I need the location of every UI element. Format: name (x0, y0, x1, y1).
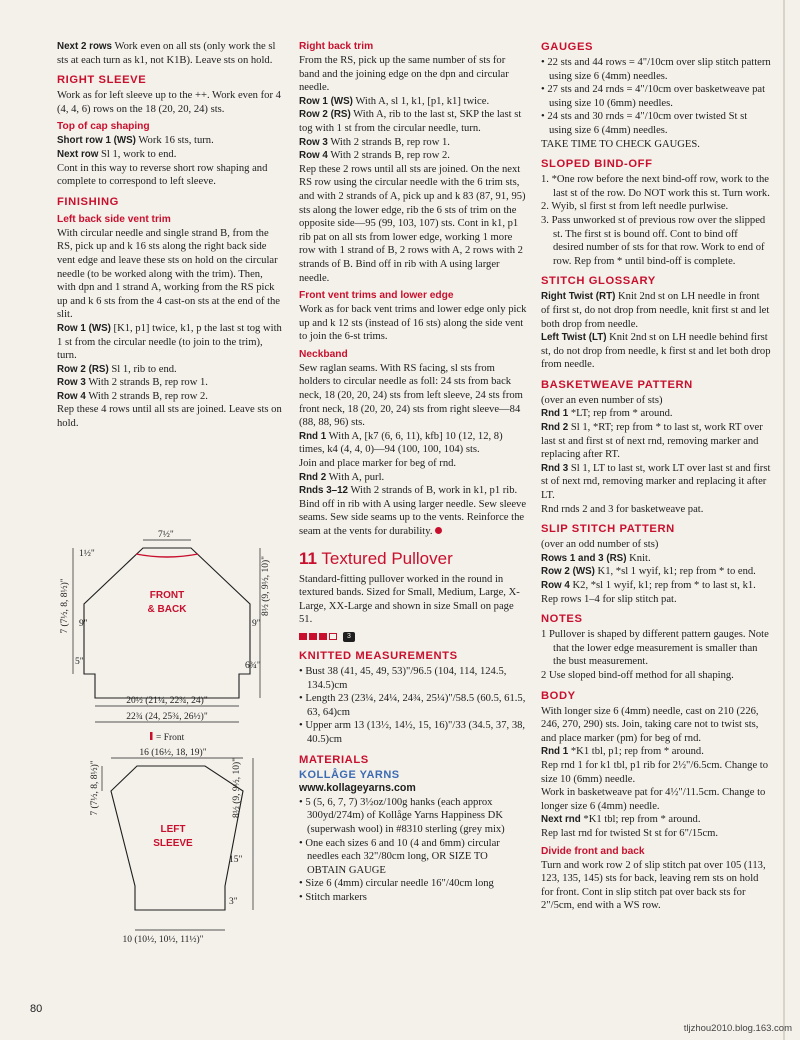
paragraph: Next row Sl 1, work to end. (57, 148, 177, 160)
skill-bar-icon (299, 633, 307, 640)
paragraph: With circular needle and single strand B, from the RS, pick up and k 16 sts along the right back side vent edge and leave these sts on hold on the circular needle (to be worked along with the trim). Then, with dpn and 1 strand A, working from the RS pick up and k 6 sts from the 4 cast-on sts at the end of the slit. (57, 227, 281, 321)
fb-left-vent-measure: 5" (75, 657, 84, 667)
paragraph: Row 4 With 2 strands B, rep row 2. (57, 390, 208, 402)
fb-left-arm-measure: 7 (7½, 8, 8½)" (60, 578, 70, 634)
paragraph: Right Twist (RT) Knit 2nd st on LH needle in front of first st, do not drop from needle, knit first st and let both drop from needle. (541, 291, 770, 330)
watermark: tljzhou2010.blog.163.com (683, 1023, 792, 1034)
column-right (541, 40, 771, 913)
paragraph: Work as for back vent trims and lower edge only pick up and k 12 sts (instead of 16 sts) along the side vent to join the 6-st trims. (299, 304, 527, 343)
paragraph: Sew raglan seams. With RS facing, sl sts from holders to circular needle as foll: 24 sts from back neck, 18 (20, 20, 24) sts from left sleeve, 24 sts from front neck, 18 (20, 20, 24) sts from right sleeve—84 (88, 88, 96) sts. (299, 362, 523, 429)
list-item: • Size 6 (4mm) circular needle 16"/40cm long (299, 878, 494, 890)
list-item: 1. *One row before the next bind-off row, work to the last st of the row. Do NOT work this st. Turn work. (541, 174, 770, 199)
front-back-outline (84, 548, 250, 698)
list-item: 2. Wyib, sl first st from left needle purlwise. (541, 201, 729, 213)
list-item: 1 Pullover is shaped by different pattern gauges. Note that the lower edge measurement is smaller than the bust measurement. (541, 629, 769, 668)
paragraph: Left Twist (LT) Knit 2nd st on LH needle behind first st, do not drop from needle, k first st and let both drop from needle. (541, 332, 771, 371)
skill-level-badge: 3 (343, 632, 355, 642)
yarn-brand: KOLLÅGE YARNS (299, 768, 400, 781)
subsection-heading: Top of cap shaping (57, 121, 150, 133)
subsection-heading: Neckband (299, 348, 348, 360)
paragraph: Rows 1 and 3 (RS) Knit. (541, 552, 651, 564)
skill-bar-empty-icon (329, 633, 337, 640)
section-heading: NOTES (541, 613, 583, 626)
paragraph: Rnd 1 With A, [k7 (6, 6, 11), kfb] 10 (12, 12, 8) times, k4 (4, 4, 0)—94 (100, 100, 104) sts. (299, 430, 503, 456)
section-heading: BASKETWEAVE PATTERN (541, 378, 693, 391)
paragraph: From the RS, pick up the same number of sts for band and the joining edge on the dpn and circular needle. (299, 55, 509, 94)
paragraph: Rep last rnd for twisted St st for 6"/15cm. (541, 827, 719, 839)
subsection-heading: Front vent trims and lower edge (299, 290, 454, 302)
paragraph: Work in basketweave pat for 4½"/11.5cm. Change to longer size 6 (4mm) needle. (541, 787, 766, 812)
sleeve-label: LEFT (160, 824, 186, 835)
paragraph: Rep rnd 1 for k1 tbl, p1 rib for 2½"/6.5cm. Change to size 10 (6mm) needle. (541, 759, 769, 785)
subsection-heading: Divide front and back (541, 845, 645, 857)
paragraph: Row 2 (RS) Sl 1, rib to end. (57, 363, 177, 375)
fb-bottom-measure-1: 20½ (21¼, 22¾, 24)" (126, 696, 208, 706)
list-item: • 5 (5, 6, 7, 7) 3½oz/100g hanks (each approx 300yd/274m) of Kollåge Yarns Happiness DK (superwash wool) in #8310 sterling (grey mix) (299, 796, 505, 835)
section-heading: SLIP STITCH PATTERN (541, 523, 675, 536)
page-number: 80 (30, 1003, 43, 1015)
sleeve-cuff-measure: 3" (229, 897, 238, 907)
paragraph: Rep rows 1–4 for slip stitch pat. (541, 593, 677, 605)
paragraph: Row 4 With 2 strands B, rep row 2. (299, 150, 450, 162)
list-item: • One each sizes 6 and 10 (4 and 6mm) circular needles each 32"/80cm long, OR SIZE TO OBTAIN GAUGE (299, 837, 500, 876)
paragraph: (over an even number of sts) (541, 394, 663, 406)
project-description: Standard-fitting pullover worked in the round in textured bands. Sized for Small, Medium, Large, X-Large, XX-Large and shown in size Small on page 51. (299, 573, 520, 626)
paragraph: Row 1 (WS) With A, sl 1, k1, [p1, k1] twice. (299, 95, 490, 107)
brand-website-link[interactable]: www.kollageyarns.com (299, 782, 416, 795)
end-mark-icon (435, 527, 442, 534)
paragraph: Rnds 3–12 With 2 strands of B, work in k1, p1 rib. Bind off in rib with A using larger needle. Sew sleeve seams. Sew side seams up to the vents. Reinforce the seam at the vents for durability. (299, 485, 527, 537)
sleeve-right-measure: 8½ (9, 9½, 10)" (232, 757, 242, 819)
paragraph: Row 3 With 2 strands B, rep row 1. (299, 136, 450, 148)
list-item: 3. Pass unworked st of previous row over the slipped st. The first st is bound off. Cont to bind off desired number of sts for that row. Work to end of row. Rep from * until bind-off is complete. (541, 214, 766, 267)
paragraph: TAKE TIME TO CHECK GAUGES. (541, 138, 700, 150)
list-item: • Bust 38 (41, 45, 49, 53)"/96.5 (104, 114, 124.5, 134.5)cm (299, 665, 507, 691)
schematic-svg (55, 526, 295, 956)
paragraph: Row 2 (WS) K1, *sl 1 wyif, k1; rep from * to end. (541, 566, 756, 578)
front-back-label-2: & BACK (147, 604, 187, 615)
sleeve-label-2: SLEEVE (153, 838, 193, 849)
fb-bottom-measure-2: 22¾ (24, 25¾, 26½)" (126, 712, 208, 722)
skill-level-indicator (299, 631, 528, 643)
paragraph: Work as for left sleeve up to the ++. Work even for 4 (4, 4, 6) rows on the 18 (20, 20, 24) sts. (57, 90, 281, 115)
fb-right-mid-measure: 9" (252, 619, 261, 629)
project-title: 11 Textured Pullover (299, 548, 453, 568)
paragraph: Next 2 rows Work even on all sts (only work the sl sts at each turn as k1, not K1B). Leave sts on hold. (57, 41, 276, 66)
fb-right-low-measure: 6¾" (245, 661, 261, 671)
paragraph: Rnd 1 *LT; rep from * around. (541, 408, 673, 420)
paragraph: With longer size 6 (4mm) needle, cast on 210 (226, 246, 270, 290) sts. Join, taking care not to twist sts, and place marker (pm) for beg of rnd. (541, 705, 759, 744)
paragraph: Row 4 K2, *sl 1 wyif, k1; rep from * to last st, k1. (541, 580, 756, 591)
paragraph: Rep these 2 rows until all sts are joined. On the next RS row using the circular needle with the 6 trim sts, and with 2 strands of A, pick up and k 83 (87, 91, 95) sts along the lower edge, rib the 6 sts of trim on the opposite side—95 (99, 103, 107) sts. Cont in k1, p1 rib pat on all sts from lower edge, working 1 more row with 1 strand of B, 2 rows with A, 2 rows with 2 strands of B. Bind off in rib with A using larger needle. (299, 163, 526, 284)
paragraph: (over an odd number of sts) (541, 539, 659, 551)
fb-top-measure: 7½" (158, 530, 174, 540)
column-left (57, 40, 284, 431)
paragraph: Row 1 (WS) [K1, p1] twice, k1, p the last st tog with 1 st from the circular needle (to join to the trim), turn. (57, 322, 282, 362)
front-back-label: FRONT (149, 590, 185, 601)
subsection-heading: Right back trim (299, 41, 374, 52)
paragraph: Rnd 2 Sl 1, *RT; rep from * to last st, work RT over last st and first st of next rnd, removing marker and replacing after RT. (541, 422, 763, 461)
paragraph: Rnd rnds 2 and 3 for basketweave pat. (541, 503, 704, 515)
list-item: • 22 sts and 44 rows = 4"/10cm over slip stitch pattern using size 6 (4mm) needles. (541, 57, 771, 82)
section-heading: MATERIALS (299, 753, 369, 766)
section-heading: RIGHT SLEEVE (57, 74, 147, 87)
paragraph: Turn and work row 2 of slip stitch pat over 105 (113, 123, 135, 145) sts for back, leaving rem sts on hold for front. Cont in slip stitch pat over back sts for 2"/5cm, end with a WS row. (541, 859, 766, 912)
skill-bar-icon (319, 633, 327, 640)
paragraph: Rep these 4 rows until all sts are joined. Leave sts on hold. (57, 404, 282, 430)
list-item: • 27 sts and 24 rnds = 4"/10cm over basketweave pat using size 10 (6mm) needles. (541, 84, 766, 109)
paragraph: Row 3 With 2 strands B, rep row 1. (57, 377, 208, 389)
list-item: • Stitch markers (299, 891, 367, 903)
list-item: • Upper arm 13 (13½, 14½, 15, 16)"/33 (34.5, 37, 38, 40.5)cm (299, 720, 526, 745)
paragraph: Cont in this way to reverse short row shaping and complete to correspond to left sleeve. (57, 162, 268, 188)
sleeve-bottom-measure: 10 (10½, 10½, 11½)" (122, 935, 204, 945)
fb-left-body-measure: 9" (79, 619, 88, 629)
sleeve-top-measure: 16 (16½, 18, 19)" (139, 748, 207, 758)
schematic-diagram (55, 526, 295, 956)
section-heading: KNITTED MEASUREMENTS (299, 649, 458, 662)
subsection-heading: Left back side vent trim (57, 213, 171, 225)
paragraph: Join and place marker for beg of rnd. (299, 458, 457, 470)
section-heading: STITCH GLOSSARY (541, 275, 656, 288)
fb-right-arm-measure: 8½ (9, 9½, 10)" (261, 555, 271, 617)
front-legend-swatch (150, 732, 153, 740)
paragraph: Rnd 3 Sl 1, LT to last st, work LT over last st and first st of next rnd, removing marker and replacing it after LT. (541, 462, 771, 502)
section-heading: FINISHING (57, 195, 119, 208)
list-item: • Length 23 (23¼, 24¼, 24¾, 25¼)"/58.5 (60.5, 61.5, 63, 64)cm (299, 693, 526, 718)
section-heading: GAUGES (541, 41, 594, 53)
binding-edge (783, 0, 785, 1040)
paragraph: Next rnd *K1 tbl; rep from * around. (541, 814, 701, 826)
column-middle (299, 40, 528, 904)
list-item: 2 Use sloped bind-off method for all shaping. (541, 669, 734, 681)
sleeve-mid-measure: 15" (229, 855, 243, 865)
section-heading: BODY (541, 689, 576, 702)
fb-neck-measure: 1½" (79, 549, 95, 559)
section-heading: SLOPED BIND-OFF (541, 158, 653, 171)
list-item: • 24 sts and 30 rnds = 4"/10cm over twisted St st using size 6 (4mm) needles. (541, 111, 748, 136)
paragraph: Row 2 (RS) With A, rib to the last st, SKP the last st tog with 1 st from the circular needle, turn. (299, 109, 522, 134)
skill-bar-icon (309, 633, 317, 640)
paragraph: Rnd 1 *K1 tbl, p1; rep from * around. (541, 746, 704, 758)
paragraph: Short row 1 (WS) Work 16 sts, turn. (57, 135, 214, 147)
front-neck-line (136, 554, 198, 557)
sleeve-left-measure: 7 (7½, 8, 8½)" (90, 760, 100, 816)
front-legend-label: = Front (156, 733, 185, 743)
paragraph: Rnd 2 With A, purl. (299, 471, 385, 483)
